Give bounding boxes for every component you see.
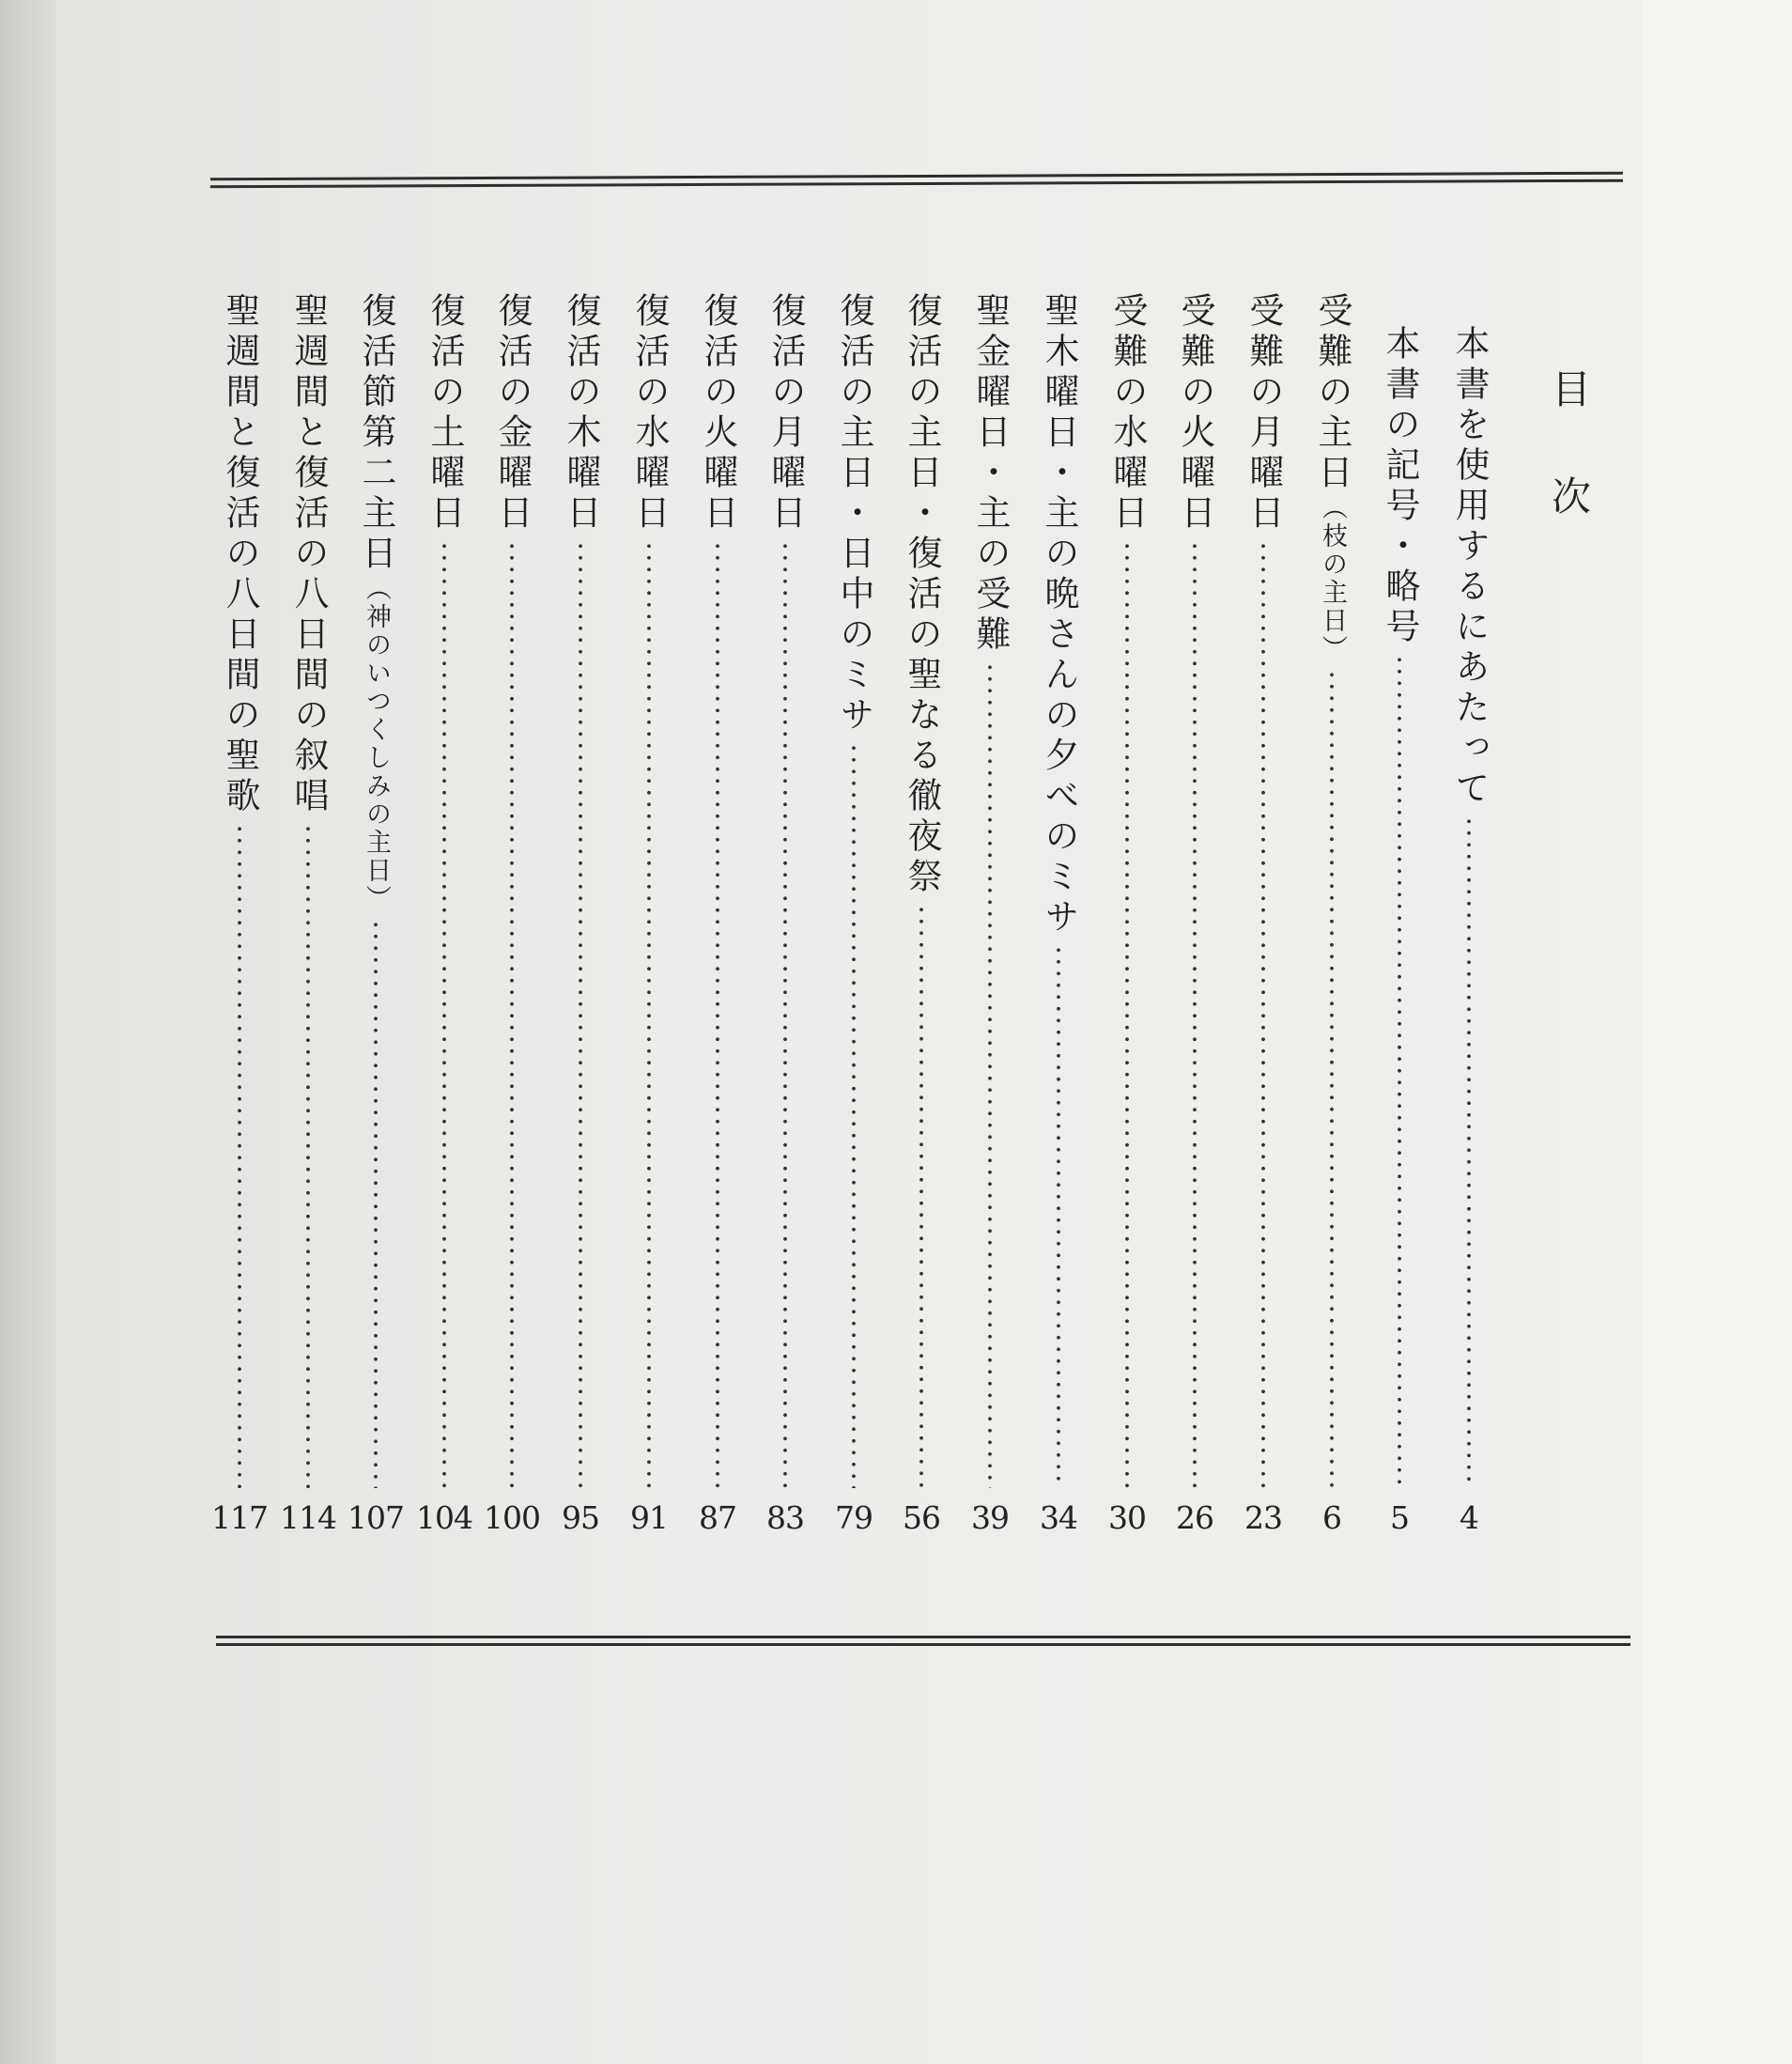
toc-entry-label: 復活の主日・復活の聖なる徹夜祭 [902,292,942,898]
toc-entry-label: 受難の火曜日 [1175,292,1215,535]
toc-page-number: 5 [1390,1499,1409,1536]
toc-entry-title [281,292,335,817]
toc-entry-label: 復活の木曜日 [561,292,601,535]
dot-leader [715,540,720,1488]
toc-entry-label: 復活の土曜日 [425,292,465,535]
toc-page-number: 100 [484,1499,540,1536]
toc-entry[interactable] [690,292,745,1539]
toc-entry-title [1372,325,1427,648]
toc-entry[interactable] [826,292,881,1539]
toc-entry-title [1442,325,1496,810]
toc-entry-label: 聖週間と復活の八日間の叙唱 [288,292,329,817]
toc-entry-title [553,292,608,535]
toc-page-number: 117 [211,1499,268,1536]
toc-entry[interactable] [281,292,335,1539]
toc-entry[interactable] [758,292,812,1539]
dot-leader [782,540,788,1488]
toc-entry-label: 受難の水曜日 [1107,292,1148,535]
toc-entry-title [963,292,1017,656]
toc-entry-title [894,292,949,898]
toc-entry-title [212,292,267,817]
dot-leader [1329,669,1335,1488]
toc-entry[interactable] [622,292,676,1539]
dot-leader [1397,654,1402,1488]
toc-entry[interactable] [1305,292,1359,1539]
toc-page-number: 39 [971,1499,1009,1536]
toc-entry[interactable] [1236,292,1290,1539]
dot-leader [1056,944,1061,1488]
toc-entry-title [1167,292,1222,535]
toc-entry-title [826,292,881,737]
dot-leader [851,742,857,1488]
toc-page-number: 104 [416,1499,472,1536]
dot-leader [578,540,583,1488]
toc-entry-title [758,292,812,535]
page-right-edge [1642,0,1792,2064]
toc-entry-label: 復活の月曜日 [765,292,806,535]
toc-entry[interactable] [212,292,267,1539]
toc-entry-label: 聖木曜日・主の晩さんの夕べのミサ [1039,292,1079,939]
toc-entry-title [485,292,539,535]
toc-entry-note: （神のいつくしみの主日） [362,575,391,913]
toc-entry-label: 聖金曜日・主の受難 [970,292,1011,656]
toc-entry-label: 復活節第二主日 [356,292,396,575]
dot-leader [305,823,311,1488]
toc-page-number: 83 [766,1499,804,1536]
toc-entry-title [1100,292,1154,535]
toc-page-number: 91 [630,1499,668,1536]
toc-page-number: 26 [1176,1499,1213,1536]
toc-entry-label: 復活の火曜日 [698,292,738,535]
toc-entry-label: 本書を使用するにあたって [1449,325,1490,810]
dot-leader [1124,540,1130,1488]
toc-page-number: 114 [280,1499,336,1536]
dot-leader [646,540,652,1488]
toc-page-number: 79 [835,1499,873,1536]
toc-entry[interactable] [1031,292,1086,1539]
toc-page-number: 6 [1322,1499,1341,1536]
toc-entry[interactable] [1100,292,1154,1539]
toc-entry[interactable] [1442,325,1496,1539]
toc-entry[interactable] [894,292,949,1539]
toc-entry[interactable] [417,292,471,1539]
bottom-double-rule [216,1636,1630,1651]
toc-entry-title [690,292,745,535]
toc-entry[interactable] [1167,292,1222,1539]
toc-entry-label: 復活の金曜日 [492,292,533,535]
toc-entry-label: 本書の記号・略号 [1380,325,1420,648]
toc-entry[interactable] [963,292,1017,1539]
toc-entry[interactable] [553,292,608,1539]
toc-page-number: 34 [1040,1499,1077,1536]
toc-page-number: 30 [1108,1499,1146,1536]
dot-leader [237,823,242,1488]
toc-entry-label: 復活の主日・日中のミサ [834,292,874,737]
toc-entry-label: 受難の月曜日 [1244,292,1284,535]
toc-entry-title [417,292,471,535]
dot-leader [987,661,993,1488]
toc-entry-title [1031,292,1086,939]
toc-entry-title [1236,292,1290,535]
toc-page-number: 87 [699,1499,736,1536]
toc-entry[interactable] [348,292,403,1539]
toc-entry-title [348,292,403,913]
page-left-shadow [0,0,56,2064]
dot-leader [1192,540,1197,1488]
toc-page-number: 95 [562,1499,599,1536]
toc-entry-title [622,292,676,535]
toc-entry[interactable] [1372,325,1427,1539]
toc-entry-label: 復活の水曜日 [629,292,670,535]
toc-entry-note: （枝の主日） [1318,494,1347,663]
dot-leader [373,919,378,1488]
dot-leader [919,904,924,1488]
toc-page-number: 107 [348,1499,404,1536]
toc-entry[interactable] [485,292,539,1539]
toc-page-number: 4 [1460,1499,1478,1536]
toc-entry-title [1305,292,1359,663]
dot-leader [1466,815,1472,1488]
toc-entry-label: 聖週間と復活の八日間の聖歌 [220,292,260,817]
toc-page-number: 56 [903,1499,940,1536]
toc-title: 目次 [1546,368,1592,582]
toc-entry-label: 受難の主日 [1312,292,1352,494]
dot-leader [1260,540,1266,1488]
dot-leader [509,540,515,1488]
toc-page-number: 23 [1244,1499,1282,1536]
dot-leader [441,540,447,1488]
